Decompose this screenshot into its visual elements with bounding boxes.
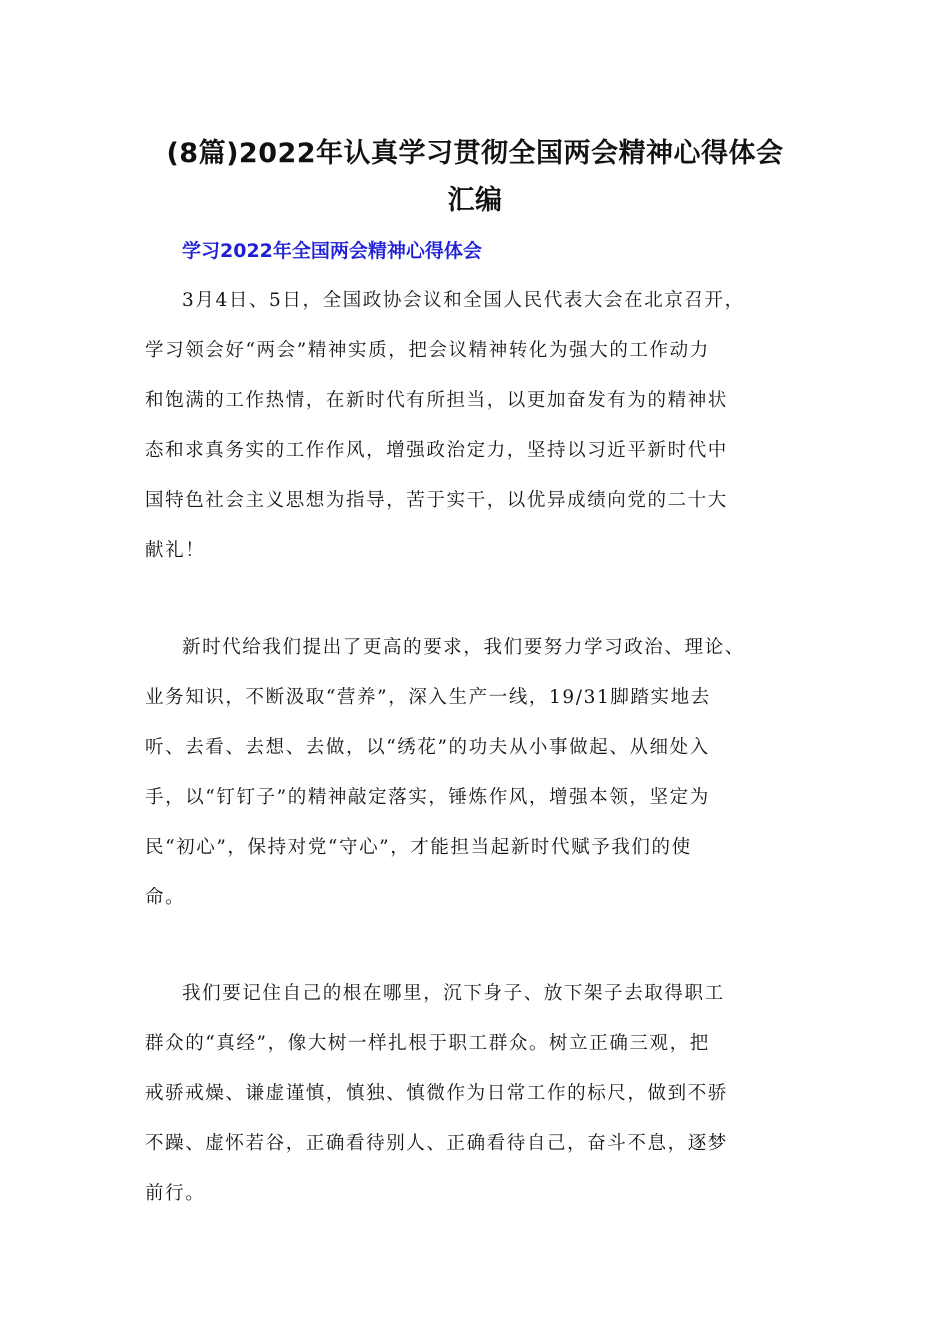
paragraph-1-line-2: 学习领会好“两会”精神实质，把会议精神转化为强大的工作动力 xyxy=(145,340,710,361)
paragraph-1-line-4: 态和求真务实的工作作风，增强政治定力，坚持以习近平新时代中 xyxy=(145,440,728,461)
paragraph-2-line-4: 手，以“钉钉子”的精神敲定落实，锤炼作风，增强本领，坚定为 xyxy=(145,787,710,808)
paragraph-1-line-5: 国特色社会主义思想为指导，苦于实干，以优异成绩向党的二十大 xyxy=(145,490,728,511)
paragraph-3-line-4: 不躁、虚怀若谷，正确看待别人、正确看待自己，奋斗不息，逐梦 xyxy=(145,1133,728,1154)
paragraph-2-line-5: 民“初心”，保持对党“守心”，才能担当起新时代赋予我们的使 xyxy=(145,837,692,858)
paragraph-2-line-1: 新时代给我们提出了更高的要求，我们要努力学习政治、理论、 xyxy=(182,637,745,658)
document-title-line-2: 汇编 xyxy=(447,185,503,216)
paragraph-2-line-6: 命。 xyxy=(145,887,186,908)
paragraph-2-line-2: 业务知识，不断汲取“营养”，深入生产一线，19/31脚踏实地去 xyxy=(145,687,711,708)
paragraph-1-line-3: 和饱满的工作热情，在新时代有所担当，以更加奋发有为的精神状 xyxy=(145,390,728,411)
document-title-line-1: (8篇)2022年认真学习贯彻全国两会精神心得体会 xyxy=(166,138,784,169)
paragraph-3-line-1: 我们要记住自己的根在哪里，沉下身子、放下架子去取得职工 xyxy=(182,983,725,1004)
paragraph-1-line-6: 献礼！ xyxy=(145,540,206,561)
paragraph-3-line-3: 戒骄戒燥、谦虚谨慎，慎独、慎微作为日常工作的标尺，做到不骄 xyxy=(145,1083,728,1104)
paragraph-3-line-2: 群众的“真经”，像大树一样扎根于职工群众。树立正确三观，把 xyxy=(145,1033,710,1054)
section-heading: 学习2022年全国两会精神心得体会 xyxy=(182,240,482,262)
paragraph-1-line-1: 3月4日、5日，全国政协会议和全国人民代表大会在北京召开， xyxy=(182,290,745,311)
paragraph-3-line-5: 前行。 xyxy=(145,1183,206,1204)
paragraph-2-line-3: 听、去看、去想、去做，以“绣花”的功夫从小事做起、从细处入 xyxy=(145,737,710,758)
